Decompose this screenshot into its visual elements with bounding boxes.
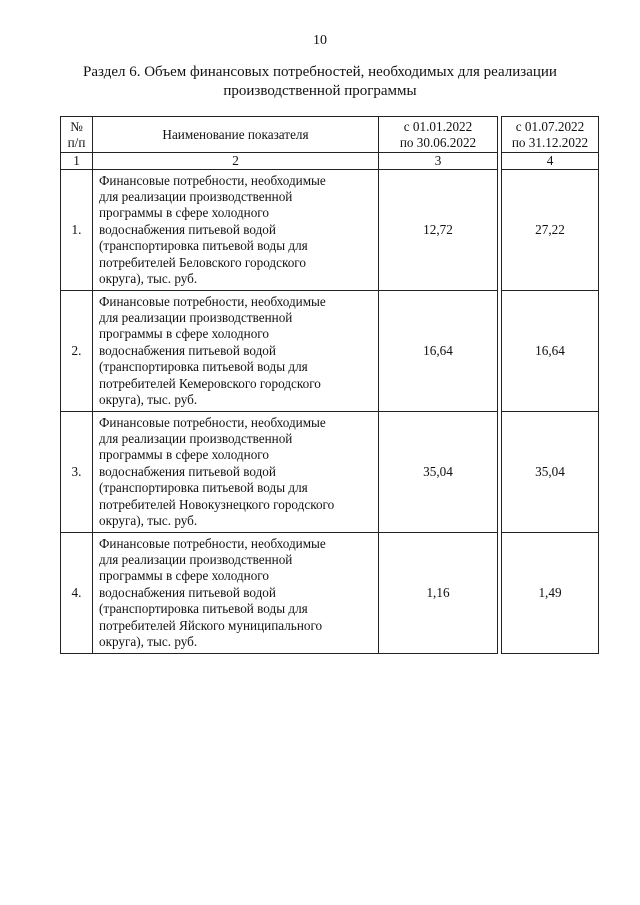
indicator-name-line: округа), тыс. руб.	[99, 634, 198, 650]
column-number: 3	[379, 153, 498, 170]
indicator-name-line: потребителей Новокузнецкого городского	[99, 496, 335, 512]
row-number: 1.	[61, 170, 93, 291]
indicator-name-line: округа), тыс. руб.	[99, 513, 198, 529]
indicator-name-line: потребителей Яйского муниципального	[99, 617, 323, 633]
indicator-name-line: (транспортировка питьевой воды для	[99, 359, 308, 375]
header-period-1-line-1: с 01.01.2022	[403, 118, 473, 134]
section-title	[60, 63, 580, 101]
indicator-name	[93, 291, 379, 412]
header-period-2-line-1: с 01.07.2022	[515, 118, 585, 134]
header-number-line-1: №	[70, 118, 83, 134]
value-period-2: 35,04	[502, 412, 599, 533]
indicator-name-line: программы в сфере холодного	[99, 568, 269, 584]
indicator-name-line: Финансовые потребности, необходимые	[99, 535, 326, 551]
indicator-name-line: потребителей Беловского городского	[99, 254, 306, 270]
column-number-row	[61, 153, 599, 170]
indicator-name-line: Финансовые потребности, необходимые	[99, 414, 326, 430]
financial-needs-table	[60, 116, 599, 654]
indicator-name	[93, 170, 379, 291]
section-title-line-1: Раздел 6. Объем финансовых потребностей, необходимых для реализации	[83, 64, 557, 80]
section-title-line-2: производственной программы	[223, 83, 417, 99]
value-period-2: 27,22	[502, 170, 599, 291]
indicator-name-line: для реализации производственной	[99, 551, 293, 567]
indicator-name-line: округа), тыс. руб.	[99, 271, 198, 287]
indicator-name	[93, 533, 379, 654]
table-row	[61, 291, 599, 412]
indicator-name-line: для реализации производственной	[99, 430, 293, 446]
table-row	[61, 533, 599, 654]
indicator-name-line: для реализации производственной	[99, 309, 293, 325]
header-period-2	[502, 117, 599, 153]
indicator-name-line: округа), тыс. руб.	[99, 392, 198, 408]
table-header-row	[61, 117, 599, 153]
header-period-1	[379, 117, 498, 153]
header-indicator-name: Наименование показателя	[93, 117, 379, 153]
indicator-name-line: Финансовые потребности, необходимые	[99, 172, 326, 188]
row-number: 2.	[61, 291, 93, 412]
indicator-name-line: водоснабжения питьевой водой	[99, 584, 276, 600]
value-period-1: 1,16	[379, 533, 498, 654]
indicator-name-line: водоснабжения питьевой водой	[99, 342, 276, 358]
header-period-2-line-2: по 31.12.2022	[511, 134, 589, 150]
row-number: 3.	[61, 412, 93, 533]
value-period-2: 1,49	[502, 533, 599, 654]
table-row	[61, 412, 599, 533]
table-row	[61, 170, 599, 291]
header-number-line-2: п/п	[67, 134, 86, 150]
indicator-name	[93, 412, 379, 533]
value-period-1: 35,04	[379, 412, 498, 533]
indicator-name-line: Финансовые потребности, необходимые	[99, 293, 326, 309]
value-period-1: 12,72	[379, 170, 498, 291]
column-number: 2	[93, 153, 379, 170]
indicator-name-line: водоснабжения питьевой водой	[99, 221, 276, 237]
indicator-name-line: программы в сфере холодного	[99, 205, 269, 221]
column-number: 4	[502, 153, 599, 170]
indicator-name-line: потребителей Кемеровского городского	[99, 375, 321, 391]
header-period-1-line-2: по 30.06.2022	[399, 134, 477, 150]
value-period-2: 16,64	[502, 291, 599, 412]
indicator-name-line: (транспортировка питьевой воды для	[99, 601, 308, 617]
value-period-1: 16,64	[379, 291, 498, 412]
indicator-name-line: (транспортировка питьевой воды для	[99, 238, 308, 254]
indicator-name-line: программы в сфере холодного	[99, 447, 269, 463]
page-number: 10	[313, 33, 327, 48]
indicator-name-line: программы в сфере холодного	[99, 326, 269, 342]
column-number: 1	[61, 153, 93, 170]
indicator-name-line: для реализации производственной	[99, 188, 293, 204]
header-number	[61, 117, 93, 153]
indicator-name-line: (транспортировка питьевой воды для	[99, 480, 308, 496]
indicator-name-line: водоснабжения питьевой водой	[99, 463, 276, 479]
row-number: 4.	[61, 533, 93, 654]
